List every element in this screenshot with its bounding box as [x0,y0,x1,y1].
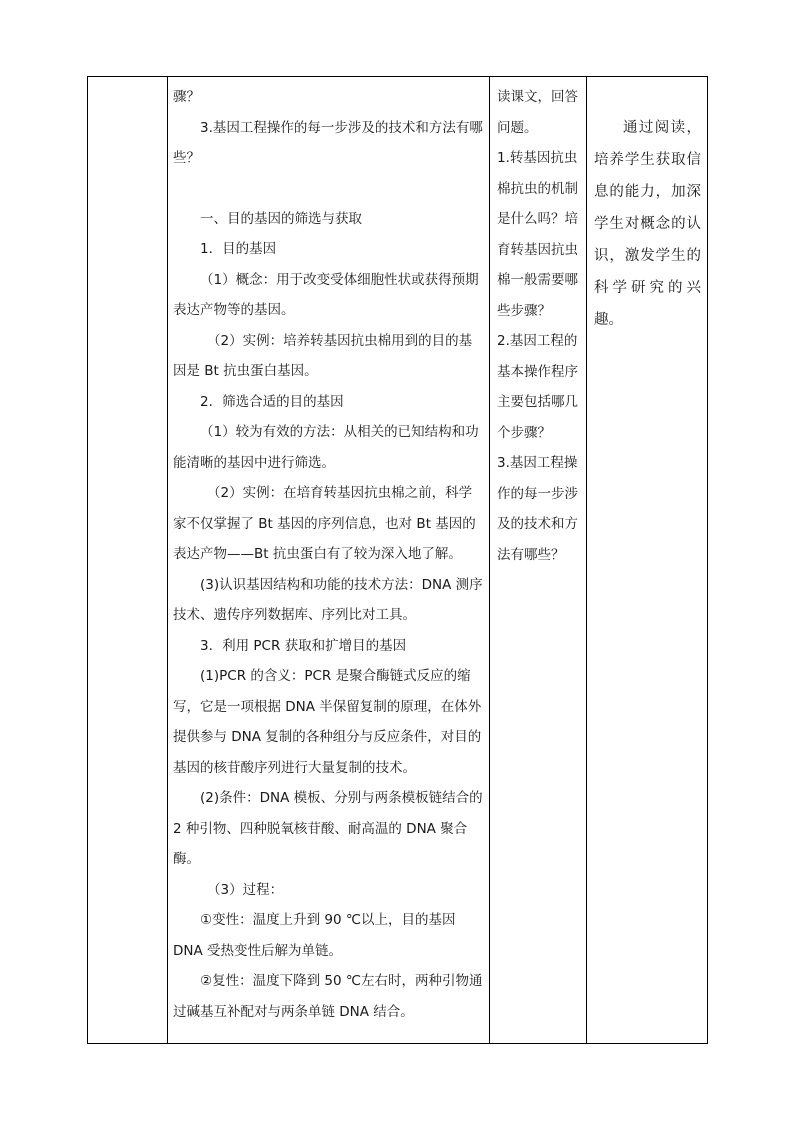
activity-paragraph: 读课文，回答问题。 [497,89,578,136]
content-paragraph: ②复性：温度下降到 50 ℃左右时，两种引物通过碱基互补配对与两条单链 DNA 结合。 [173,973,483,1020]
table-row [88,77,708,1044]
content-paragraph: (3)认识基因结构和功能的技术方法：DNA 测序技术、遗传序列数据库、序列比对工具。 [173,576,483,623]
content-paragraph: （2）实例：培养转基因抗虫棉用到的目的基因是 Bt 抗虫蛋白基因。 [173,332,473,379]
design-intent [587,77,707,336]
content-paragraph: 一、目的基因的筛选与获取 [200,210,362,227]
design-intent-text: 通过阅读，培养学生获取信息的能力，加深学生对概念的认识，激发学生的科学研究的兴趣。 [594,120,701,328]
activity-paragraph: 3.基因工程操作的每一步涉及的技术和方法有哪些？ [497,455,578,563]
teaching-content-cell [168,77,490,1044]
content-paragraph: 1．目的基因 [200,241,277,257]
content-paragraph: （2）实例：在培育转基因抗虫棉之前，科学家不仅掌握了 Bt 基因的序列信息，也对 Bt 基因的表达产物——Bt 抗虫蛋白有了较为深入地了解。 [173,485,476,562]
content-paragraph: 骤？ [173,89,200,105]
content-paragraph: (2)条件：DNA 模板、分别与两条模板链结合的 2 种引物、四种脱氧核苷酸、耐高温的 DNA 聚合酶。 [173,790,483,867]
student-activity [490,77,586,570]
content-paragraph: 3.基因工程操作的每一步涉及的技术和方法有哪些？ [173,119,483,166]
student-activity-cell [490,77,587,1044]
design-intent-cell [587,77,708,1044]
content-paragraph: (1)PCR 的含义：PCR 是聚合酶链式反应的缩写，它是一项根据 DNA 半保留复制的原理，在体外提供参与 DNA 复制的各种组分与反应条件，对目的基因的核苷酸序列进行大量复制的技术。 [173,668,482,776]
content-paragraph: （1）较为有效的方法：从相关的已知结构和功能清晰的基因中进行筛选。 [173,424,479,471]
blank-line [173,174,483,204]
teaching-content [168,77,489,1027]
content-paragraph: （1）概念：用于改变受体细胞性状或获得预期表达产物等的基因。 [173,271,479,318]
content-paragraph: （3）过程： [207,881,284,898]
activity-paragraph: 2.基因工程的基本操作程序主要包括哪几个步骤？ [497,333,578,441]
content-paragraph: 3．利用 PCR 获取和扩增目的基因 [200,637,407,654]
lesson-plan-table [87,76,708,1044]
activity-paragraph: 1.转基因抗虫棉抗虫的机制是什么吗？培育转基因抗虫棉一般需要哪些步骤？ [497,150,578,319]
stage-column-cell [88,77,168,1044]
content-paragraph: ①变性：温度上升到 90 ℃以上，目的基因DNA 受热变性后解为单链。 [173,912,456,959]
content-paragraph: 2．筛选合适的目的基因 [200,393,344,410]
